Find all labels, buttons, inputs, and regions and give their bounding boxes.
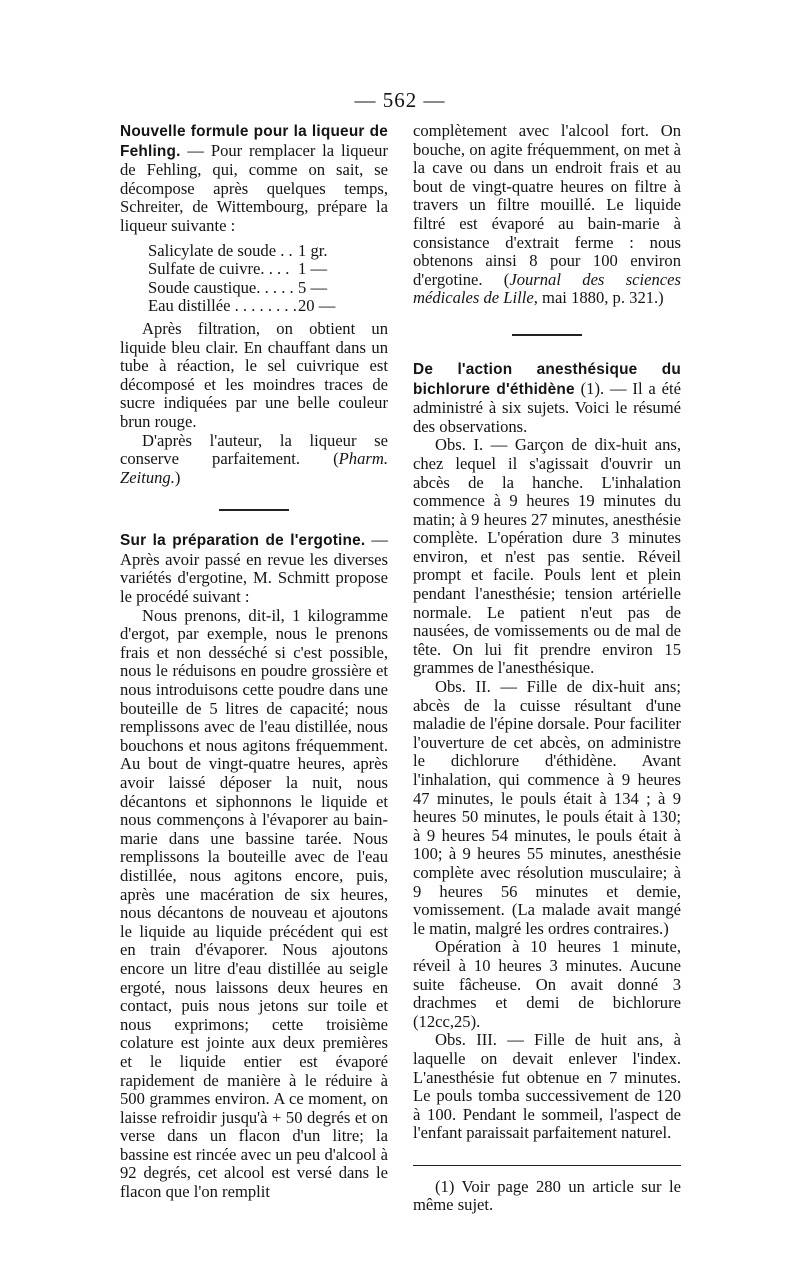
ergotine-article-title: Sur la préparation de l'ergotine. (120, 532, 366, 550)
ingredient-name: Soude caustique. . . . . (148, 277, 294, 297)
anesthesia-intro-text: (1). — Il a été administré à six sujets. Voici le résumé des observations. (413, 378, 681, 436)
ergotine-article-intro (120, 531, 388, 606)
formula-row (148, 279, 388, 298)
formula-row (148, 260, 388, 279)
fehling-conclusion (120, 432, 388, 488)
footnote-rule (413, 1165, 681, 1166)
ergotine-continuation-text: complètement avec l'alcool fort. On bouche, on agite fréquemment, on met à la cave ou dans un endroit frais et au bout de vingt-quatre heures on filtre à travers un filtre mouillé. Le liquide filtré est évaporé au bain-marie à consistance d'extrait ferme : nous obtenons ainsi 8 pour 100 environ d'ergotine. ( (413, 121, 681, 289)
ingredient-quantity: 20 — (298, 296, 336, 316)
ergotine-source-rest: mai 1880, p. 321.) (537, 288, 664, 308)
fehling-paragraph: Après filtration, on obtient un liquide bleu clair. En chauffant dans un tube à réaction, le sel cuivrique est décomposé et les moindres traces de sucre indiquées par une belle couleur brun rouge. (120, 318, 388, 431)
ingredient-name: Sulfate de cuivre. . . . (148, 259, 290, 279)
fehling-source-close: ) (174, 467, 181, 487)
ergotine-intro-text: — Après avoir passé en revue les diverses variétés d'ergotine, M. Schmitt propose le procédé suivant : (120, 530, 389, 607)
observation-3: Obs. III. — Fille de huit ans, à laquelle on devait enlever l'index. L'anesthésie fut obtenue en 7 minutes. Le pouls tomba successivement de 120 à 100. Pendant le sommeil, l'aspect de l'enfant paraissait parfaitement naturel. (413, 1030, 681, 1143)
ergotine-source: Journal des sciences médicales de Lille, (413, 269, 681, 308)
observation-2-continued: Opération à 10 heures 1 minute, réveil à 10 heures 3 minutes. Aucune suite fâcheuse. On avait donné 3 drachmes et demi de bichlorure (12cc,25). (413, 937, 681, 1031)
page-number: — 562 — (354, 88, 446, 112)
section-divider (512, 334, 582, 336)
footnote: (1) Voir page 280 un article sur le même sujet. (413, 1176, 681, 1215)
ingredient-name: Salicylate de soude . . (148, 240, 293, 260)
anesthesia-article-intro (413, 360, 681, 436)
fehling-formula (148, 242, 388, 316)
fehling-intro-text: — Pour remplacer la liqueur de Fehling, qui, comme on sait, se décompose après quelques temps, Schreiter, de Wittembourg, prépare la liqueur suivante : (120, 140, 388, 235)
ergotine-paragraph: Nous prenons, dit-il, 1 kilogramme d'ergot, par exemple, nous le prenons frais et non desséché si c'est possible, nous le réduisons en poudre grossière et nous introduisons cette poudre dans une bouteille de 5 litres de capacité; nous remplissons avec de l'eau distillée, nous bouchons et nous agitons fréquemment. Au bout de vingt-quatre heures, après avoir laissé déposer la nuit, nous décantons et siphonnons le liquide et nous commençons à l'évaporer au bain-marie dans une bassine tarée. Nous remplissons la bouteille avec de l'eau distillée, nous agitons encore, puis, après une macération de six heures, nous décantons de nouveau et ajoutons le liquide au liquide précédent qui est en train d'évaporer. Nous ajoutons encore un litre d'eau distillée au seigle ergoté, nous laissons deux heures en contact, puis nous jetons sur toile et nous exprimons; cette troisième colature est jointe aux deux premières et le liquide entier est évaporé rapidement de manière à le réduire à 500 grammes environ. A ce moment, on laisse refroidir jusqu'à + 50 degrés et on verse dans un flacon d'un litre; la bassine est rincée avec un peu d'alcool à 92 degrés, cet alcool est versé dans le flacon que l'on remplit (120, 605, 388, 1202)
ergotine-continuation (413, 122, 681, 308)
ingredient-quantity: 1 gr. (298, 240, 328, 260)
formula-row (148, 242, 388, 261)
observation-1: Obs. I. — Garçon de dix-huit ans, chez lequel il s'agissait d'ouvrir un abcès de la hanche. L'inhalation commence à 9 heures 19 minutes du matin; à 9 heures 27 minutes, anesthésie complète. L'opération dure 3 minutes environ, et n'est pas sentie. Réveil prompt et facile. Pouls lent et plein pendant l'anesthésie; tension artérielle normale. Le patient n'eut pas de nausées, de vomissements ou de mal de tête. On lui fit prendre environ 15 grammes de l'anesthésique. (413, 435, 681, 678)
ingredient-name: Eau distillée . . . . . . . . (148, 296, 297, 316)
ingredient-quantity: 5 — (298, 277, 328, 297)
fehling-conclusion-text: D'après l'auteur, la liqueur se conserve parfaitement. ( (120, 430, 388, 469)
left-column (120, 122, 388, 1202)
observation-2: Obs. II. — Fille de dix-huit ans; abcès de la cuisse résultant d'une maladie de l'épine dorsale. Pour faciliter l'ouverture de cet abcès, on administre le dichlorure d'éthidène. Avant l'inhalation, qui commence à 9 heures 47 minutes, le pouls était à 134 ; à 9 heures 50 minutes, le pouls était à 130; à 9 heures 54 minutes, le pouls était à 100; à 9 heures 55 minutes, anesthésie complète avec résolution musculaire; à 9 heures 56 minutes et demie, vomissement. (La malade avait mangé le matin, malgré les ordres contraires.) (413, 677, 681, 938)
anesthesia-article-title: De l'action anesthésique du bichlorure d'éthidène (413, 360, 681, 398)
fehling-source: Pharm. Zeitung. (120, 449, 388, 487)
right-column (413, 122, 681, 1215)
formula-row (148, 297, 388, 316)
ingredient-quantity: 1 — (298, 259, 328, 279)
fehling-article-intro (120, 122, 388, 236)
section-divider (219, 509, 289, 511)
fehling-article-title: Nouvelle formule pour la liqueur de Fehling. (120, 123, 388, 160)
